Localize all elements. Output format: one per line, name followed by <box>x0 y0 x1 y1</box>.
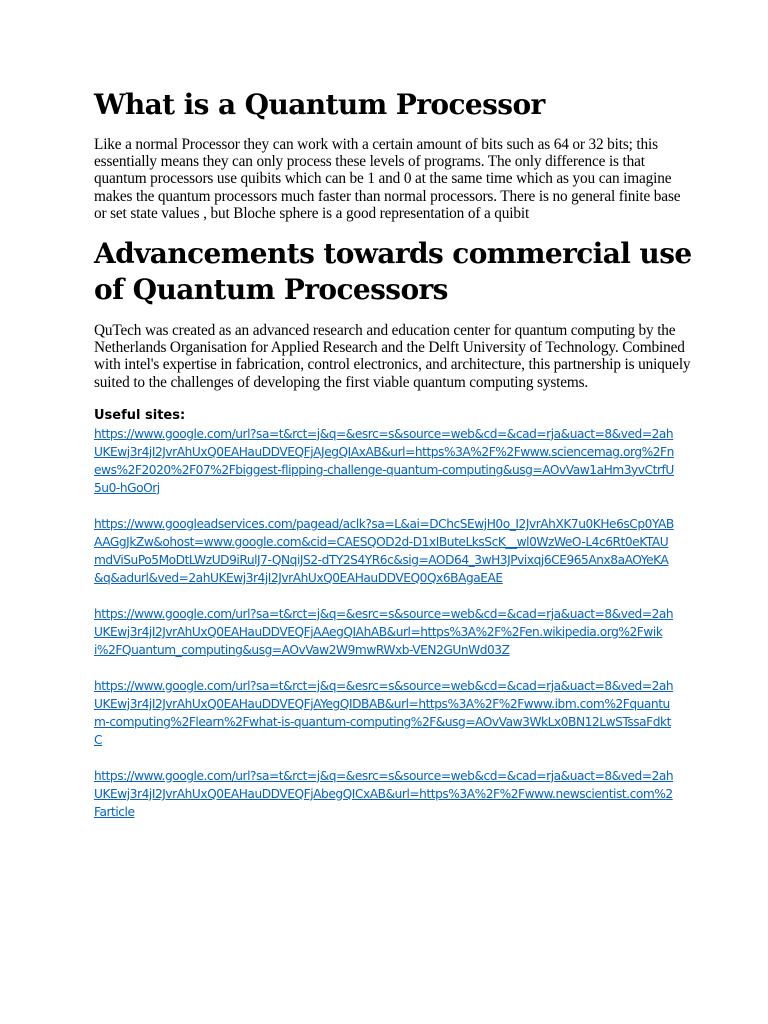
link-googleadservices[interactable]: https://www.googleadservices.com/pagead/aclk?sa=L&ai=DChcSEwjH0o_I2JvrAhXK7u0KHe6sCp0YABAAGgJkZw&ohost=www.google.com&cid=CAESQOD2d-D1xIButeLksScK__wl0WzWeO-L4c6Rt0eKTAUmdViSuPo5MoDtLWzUD9iRulJ7-QNqiJS2-dTY2S4YR6c&sig=AOD64_3wH3JPvixqj6CE965Anx8aAOYeKA&q&adurl&ved=2ahUKEwj3r4jI2JvrAhUxQ0EAHauDDVEQ0Qx6BAgaEAE <box>94 516 674 585</box>
list-item <box>94 677 694 749</box>
link-wikipedia[interactable]: https://www.google.com/url?sa=t&rct=j&q=&esrc=s&source=web&cd=&cad=rja&uact=8&ved=2ahUKEwj3r4jI2JvrAhUxQ0EAHauDDVEQFjAAegQIAhAB&url=https%3A%2F%2Fen.wikipedia.org%2Fwiki%2FQuantum_computing&usg=AOvVaw2W9mwRWxb-VEN2GUnWd03Z <box>94 606 674 657</box>
link-newscientist[interactable]: https://www.google.com/url?sa=t&rct=j&q=&esrc=s&source=web&cd=&cad=rja&uact=8&ved=2ahUKEwj3r4jI2JvrAhUxQ0EAHauDDVEQFjAbegQICxAB&url=https%3A%2F%2Fwww.newscientist.com%2Farticle <box>94 768 674 819</box>
list-item <box>94 767 694 821</box>
link-ibm[interactable]: https://www.google.com/url?sa=t&rct=j&q=&esrc=s&source=web&cd=&cad=rja&uact=8&ved=2ahUKEwj3r4jI2JvrAhUxQ0EAHauDDVEQFjAYegQIDBAB&url=https%3A%2F%2Fwww.ibm.com%2Fquantum-computing%2Flearn%2Fwhat-is-quantum-computing%2F&usg=AOvVaw3WkLx0BN12LwSTssaFdktC <box>94 678 674 747</box>
section-paragraph-advancements: QuTech was created as an advanced research and education center for quantum computing by the Netherlands Organisation for Applied Research and the Delft University of Technology. Combined with intel's expertise in fabrication, control electronics, and architecture, this partnership is uniquely suited to the challenges of developing the first viable quantum computing systems. <box>94 322 691 391</box>
list-item <box>94 425 694 497</box>
link-sciencemag[interactable]: https://www.google.com/url?sa=t&rct=j&q=&esrc=s&source=web&cd=&cad=rja&uact=8&ved=2ahUKEwj3r4jI2JvrAhUxQ0EAHauDDVEQFjAJegQIAxAB&url=https%3A%2F%2Fwww.sciencemag.org%2Fnews%2F2020%2F07%2Fbiggest-flipping-challenge-quantum-computing&usg=AOvVaw1aHm3yvCtrfU5u0-hGoOrj <box>94 426 674 495</box>
list-item <box>94 605 694 659</box>
useful-sites-list <box>94 425 694 821</box>
section-paragraph-quantum-processor: Like a normal Processor they can work with a certain amount of bits such as 64 or 32 bits; this essentially means they can only process these levels of programs. The only difference is that quantum processors use quibits which can be 1 and 0 at the same time which as you can imagine makes the quantum processors much faster than normal processors. There is no general finite base or set state values , but Bloche sphere is a good representation of a quibit <box>94 136 681 222</box>
section-heading-advancements: Advancements towards commercial use of Quantum Processors <box>94 237 692 307</box>
list-item <box>94 515 694 587</box>
document-page <box>94 86 694 839</box>
useful-sites-label: Useful sites: <box>94 407 186 423</box>
section-heading-quantum-processor: What is a Quantum Processor <box>94 88 545 121</box>
